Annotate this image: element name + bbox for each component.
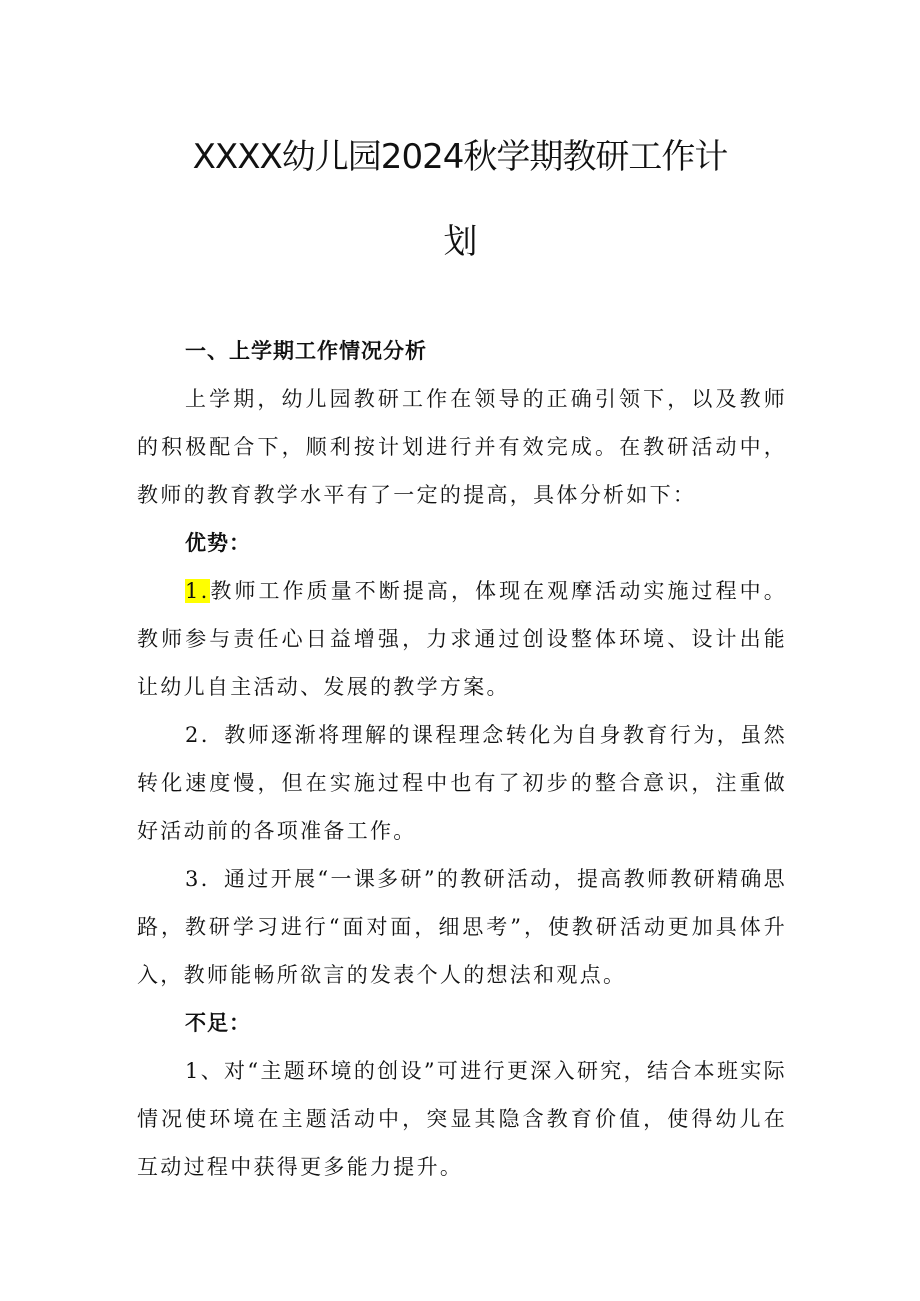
list-marker: 2． bbox=[185, 723, 225, 747]
highlighted-list-marker: 1. bbox=[185, 579, 210, 603]
strength-item bbox=[137, 711, 787, 855]
weakness-item bbox=[137, 1047, 787, 1191]
strength-item-text: 通过开展“一课多研”的教研活动，提高教师教研精确思路，教研学习进行“面对面，细思考”，使教研活动更加具体升入，教师能畅所欲言的发表个人的想法和观点。 bbox=[137, 867, 787, 987]
section-heading: 一、上学期工作情况分析 bbox=[185, 339, 427, 363]
list-marker: 1、 bbox=[185, 1059, 225, 1083]
document-body bbox=[137, 327, 787, 1191]
list-marker: 3． bbox=[185, 867, 225, 891]
document-title-line-1: XXXX幼儿园2024秋学期教研工作计 bbox=[192, 137, 728, 177]
strength-item bbox=[137, 855, 787, 999]
strength-item-text: 教师工作质量不断提高，体现在观摩活动实施过程中。教师参与责任心日益增强，力求通过创设整体环境、设计出能让幼儿自主活动、发展的教学方案。 bbox=[137, 579, 787, 699]
strength-item-text: 教师逐渐将理解的课程理念转化为自身教育行为，虽然转化速度慢，但在实施过程中也有了初步的整合意识，注重做好活动前的各项准备工作。 bbox=[137, 723, 788, 843]
strengths-heading: 优势： bbox=[185, 531, 251, 555]
weaknesses-heading: 不足： bbox=[185, 1011, 251, 1035]
weakness-item-text: 对“主题环境的创设”可进行更深入研究，结合本班实际情况使环境在主题活动中，突显其隐含教育价值，使得幼儿在互动过程中获得更多能力提升。 bbox=[137, 1059, 787, 1179]
document-title-line-2: 划 bbox=[443, 222, 477, 262]
strength-item bbox=[137, 567, 787, 711]
intro-paragraph: 上学期，幼儿园教研工作在领导的正确引领下，以及教师的积极配合下，顺利按计划进行并有效完成。在教研活动中，教师的教育教学水平有了一定的提高，具体分析如下： bbox=[137, 387, 787, 507]
